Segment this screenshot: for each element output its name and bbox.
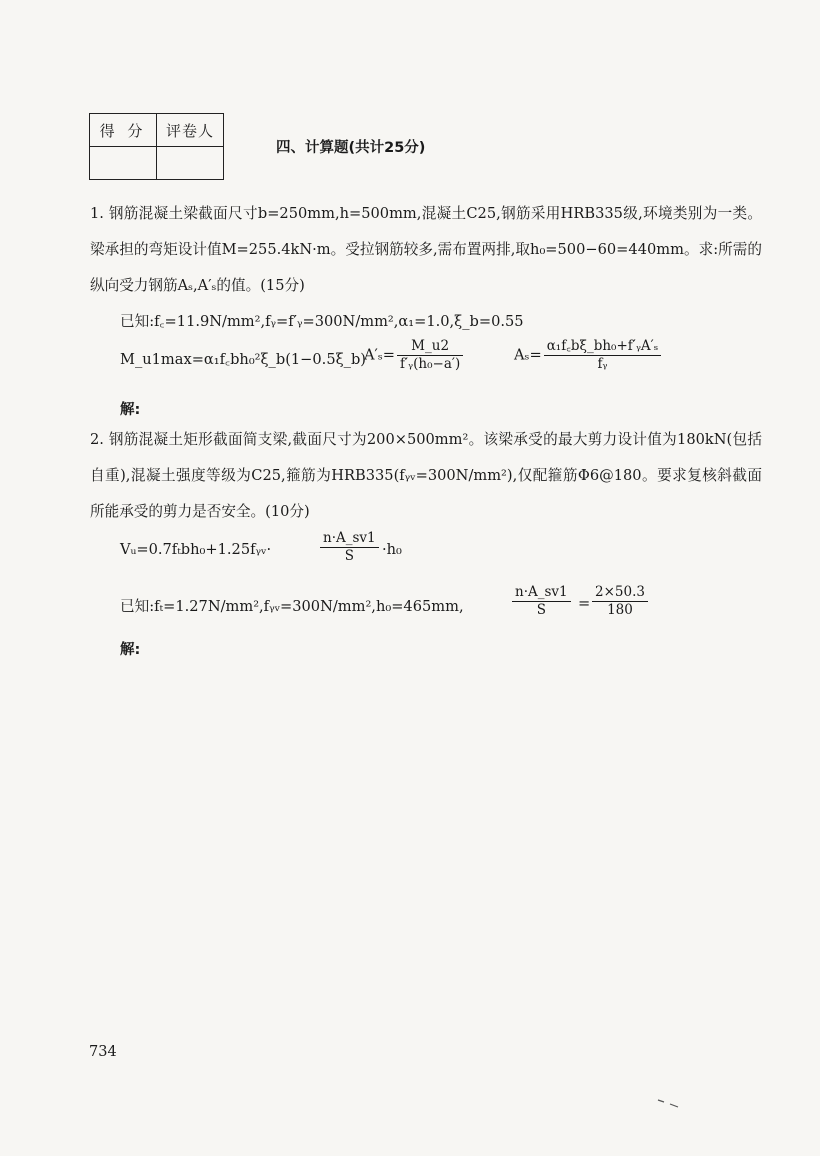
formula-as-lhs: Aₛ=	[514, 346, 542, 364]
formula-as	[514, 338, 663, 373]
question-2-answer-label: 解:	[120, 642, 141, 658]
question-1-answer-label: 解:	[120, 402, 141, 418]
formula-as-prime-fraction	[397, 338, 463, 373]
formula-vu-rhs: ·h₀	[382, 541, 402, 558]
formula-as-prime	[364, 338, 465, 373]
fraction-denominator: f′ᵧ(h₀−a′)	[400, 356, 461, 372]
grader-header: 评卷人	[157, 114, 224, 147]
formula-as-fraction	[544, 338, 662, 373]
page-number: 734	[89, 1044, 117, 1060]
formula-vu-fraction	[318, 530, 381, 565]
fraction-denominator: fᵧ	[597, 356, 608, 372]
question-1-text: 1. 钢筋混凝土梁截面尺寸b=250mm,h=500mm,混凝土C25,钢筋采用HRB335级,环境类别为一类。梁承担的弯矩设计值M=255.4kN·m。受拉钢筋较多,需布置两排,取h₀=500−60=440mm。求:所需的纵向受力钢筋Aₛ,A′ₛ的值。(15分)	[90, 205, 762, 294]
fraction-numerator: n·A_sv1	[320, 530, 379, 548]
formula-mu1max: M_u1max=α₁f꜀bh₀²ξ_b(1−0.5ξ_b)	[120, 351, 366, 368]
fraction-numerator: n·A_sv1	[512, 584, 571, 602]
fraction-denominator: 180	[607, 602, 633, 618]
score-header: 得 分	[90, 114, 157, 147]
fraction-denominator: S	[344, 548, 354, 564]
formula-as-prime-lhs: A′ₛ=	[364, 346, 395, 364]
grader-cell	[157, 147, 224, 180]
known-equals: =	[578, 595, 591, 612]
score-cell	[90, 147, 157, 180]
question-2-known-lhs: 已知:fₜ=1.27N/mm²,fᵧᵥ=300N/mm²,h₀=465mm,	[120, 598, 464, 615]
fraction-numerator: 2×50.3	[592, 584, 648, 602]
fraction-denominator: S	[536, 602, 546, 618]
score-table	[89, 113, 224, 180]
known-fraction-2	[590, 584, 650, 619]
question-2-text: 2. 钢筋混凝土矩形截面简支梁,截面尺寸为200×500mm²。该梁承受的最大剪力设计值为180kN(包括自重),混凝土强度等级为C25,箍筋为HRB335(fᵧᵥ=300N/mm²),仅配箍筋Φ6@180。要求复核斜截面所能承受的剪力是否安全。(10分)	[90, 431, 762, 520]
fraction-numerator: α₁f꜀bξ_bh₀+f′ᵧA′ₛ	[544, 338, 662, 356]
scan-mark	[656, 1094, 684, 1108]
formula-vu-lhs: Vᵤ=0.7fₜbh₀+1.25fᵧᵥ·	[120, 541, 272, 558]
known-fraction-1	[510, 584, 573, 619]
section-title: 四、计算题(共计25分)	[276, 140, 426, 156]
fraction-numerator: M_u2	[397, 338, 463, 356]
question-1-known: 已知:f꜀=11.9N/mm²,fᵧ=f′ᵧ=300N/mm²,α₁=1.0,ξ_b=0.55	[120, 313, 524, 330]
